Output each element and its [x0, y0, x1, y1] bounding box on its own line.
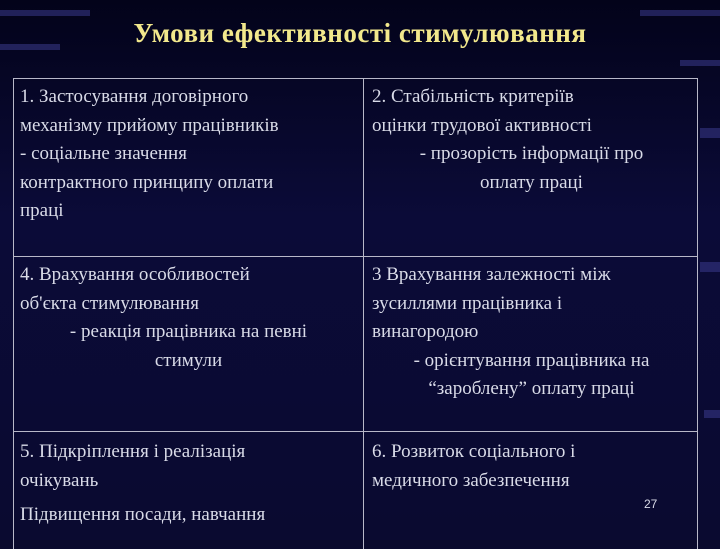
- cell-line: оплату праці: [480, 171, 583, 193]
- cell-line: - прозорість інформації про: [419, 143, 644, 164]
- cell-line: - реакція працівника на певні: [69, 321, 308, 342]
- decorative-stripe: [704, 410, 720, 418]
- cell-line: зусиллями працівника і: [372, 292, 563, 314]
- table-cell-5: [14, 432, 364, 549]
- table-cell-6: [364, 432, 698, 549]
- cell-line: медичного забезпечення: [372, 469, 570, 491]
- cell-line: - соціальне значення: [20, 143, 187, 164]
- table-cell-1: [14, 79, 364, 257]
- cell-line: 1. Застосування договірного: [20, 86, 249, 107]
- cell-line: винагородою: [372, 321, 479, 342]
- table-cell-2: [364, 79, 698, 257]
- cell-line: 3 Врахування залежності між: [372, 264, 611, 285]
- table-cell-3: [364, 257, 698, 432]
- cell-line: оцінки трудової активності: [372, 114, 592, 136]
- cell-line: “зароблену” оплату праці: [428, 378, 635, 399]
- table-cell-4: [14, 257, 364, 432]
- decorative-stripe: [700, 128, 720, 138]
- decorative-stripe: [680, 60, 720, 66]
- cell-line: очікувань: [20, 469, 99, 491]
- decorative-stripe: [0, 10, 90, 16]
- decorative-stripe: [640, 10, 720, 16]
- cell-line: стимули: [154, 349, 223, 371]
- cell-line: 6. Розвиток соціального і: [372, 441, 576, 462]
- cell-line: 2. Стабільність критеріїв: [372, 86, 574, 107]
- conditions-table: [13, 78, 698, 549]
- decorative-stripe: [700, 262, 720, 272]
- cell-line: Підвищення посади, навчання: [20, 504, 266, 525]
- cell-line: - орієнтування працівника на: [413, 349, 650, 371]
- page-number: 27: [644, 497, 658, 511]
- cell-line: 5. Підкріплення і реалізація: [20, 441, 246, 462]
- cell-line: об'єкта стимулювання: [20, 292, 199, 314]
- slide-title: Умови ефективності стимулювання: [133, 18, 587, 48]
- cell-line: 4. Врахування особливостей: [20, 264, 250, 285]
- cell-line: контрактного принципу оплати: [20, 171, 274, 193]
- cell-line: праці: [20, 200, 64, 221]
- cell-line: механізму прийому працівників: [20, 114, 279, 136]
